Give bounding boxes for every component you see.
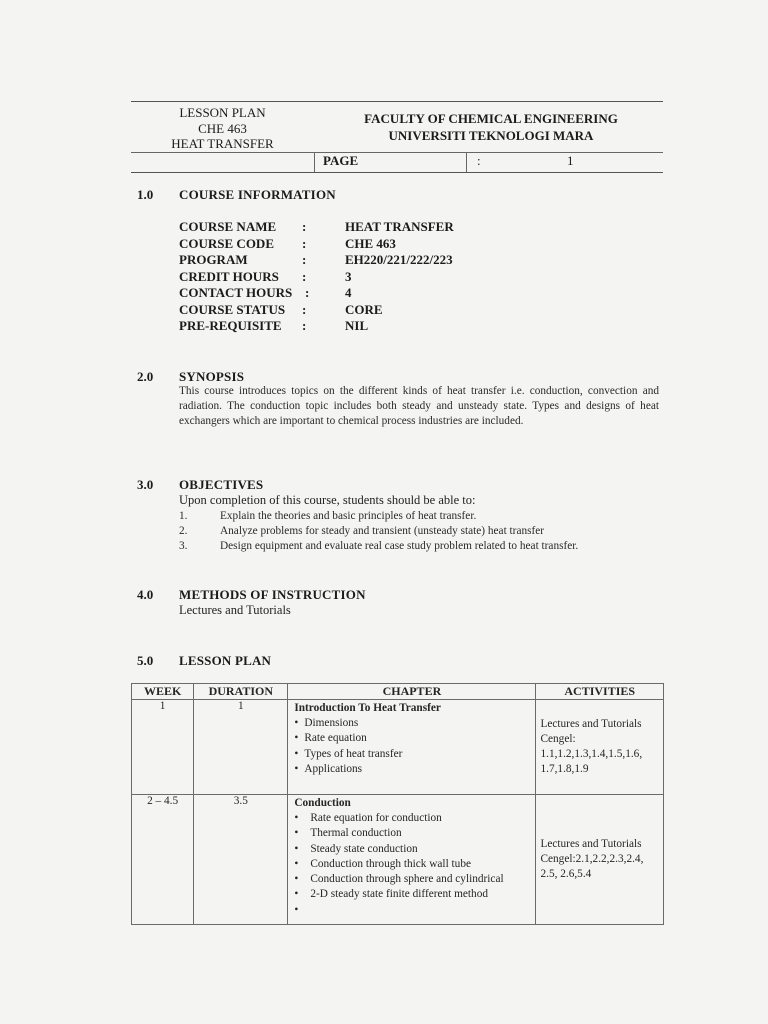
info-label: COURSE NAME [179,219,277,234]
week-cell: 2 – 4.5 [132,795,194,925]
info-colon: : [302,252,307,267]
objective-text: Analyze problems for steady and transient (unsteady state) heat transfer [220,525,545,537]
activity-line: Lectures and Tutorials [540,718,642,730]
info-value: EH220/221/222/223 [345,252,453,267]
header-faculty-block [321,110,661,144]
list-item: • Types of heat transfer [294,747,531,762]
section-number: 3.0 [137,477,154,492]
activities-cell [536,795,664,925]
info-label: COURSE STATUS [179,301,286,317]
header-left-line: HEAT TRANSFER [171,136,274,151]
header-left-line: CHE 463 [198,120,247,136]
info-value: NIL [345,318,369,333]
info-label: CREDIT HOURS [179,268,279,284]
duration-cell: 3.5 [194,795,288,925]
section-number: 2.0 [137,369,154,384]
list-item: • Rate equation for conduction [294,811,531,826]
info-label: PROGRAM [179,252,248,267]
header-left-line: LESSON PLAN [179,105,266,120]
info-colon: : [302,301,307,317]
column-header-duration: DURATION [194,684,288,700]
info-colon: : [302,235,307,251]
week-cell: 1 [132,700,194,795]
lesson-plan-table [131,683,664,925]
info-colon: : [302,219,307,234]
chapter-topic-list [294,716,531,777]
objective-number: 1. [179,510,188,522]
duration-cell: 1 [194,700,288,795]
activity-line: Cengel:2.1,2.2,2.3,2.4, [540,853,644,865]
column-header-week: WEEK [132,684,194,700]
document-header [131,101,663,173]
info-label: COURSE CODE [179,235,274,251]
activity-line: Lectures and Tutorials [540,838,642,850]
section-title: SYNOPSIS [179,369,245,384]
activities-cell [536,700,664,795]
list-item: • Conduction through thick wall tube [294,857,531,872]
info-value: 3 [345,268,352,284]
list-item: • 2-D steady state finite different method [294,887,531,902]
methods-text: Lectures and Tutorials [179,603,291,617]
chapter-title: Conduction [294,797,351,809]
column-header-chapter: CHAPTER [288,684,536,700]
synopsis-text: This course introduces topics on the different kinds of heat transfer i.e. conduction, convection and radiation. The conduction topic includes both steady and unsteady state. Types and designs of heat exchangers which are important to chemical process industries are included. [179,385,659,428]
list-item: • Conduction through sphere and cylindrical [294,872,531,887]
list-item: • Dimensions [294,716,531,731]
section-title: OBJECTIVES [179,477,264,492]
chapter-title: Introduction To Heat Transfer [294,702,441,714]
list-item [294,903,531,918]
info-value: 4 [345,285,352,300]
objective-number: 3. [179,540,188,552]
table-row [132,700,664,795]
info-value: HEAT TRANSFER [345,219,454,234]
list-item: • Applications [294,762,531,777]
header-cell-divider [466,152,467,172]
table-row [132,795,664,925]
list-item: • Thermal conduction [294,826,531,841]
column-header-activities: ACTIVITIES [536,684,664,700]
activity-line: Cengel: [540,733,576,745]
header-course-block [131,102,314,155]
header-divider [131,152,663,153]
chapter-topic-list [294,811,531,918]
objectives-intro: Upon completion of this course, students should be able to: [179,493,476,507]
activity-line: 2.5, 2.6,5.4 [540,868,592,880]
header-university-line: UNIVERSITI TEKNOLOGI MARA [388,128,594,143]
chapter-cell [288,795,536,925]
objective-number: 2. [179,525,188,537]
info-label: CONTACT HOURS [179,285,293,300]
table-header-row [132,684,664,700]
section-number: 1.0 [137,187,154,202]
page-label: PAGE [323,153,359,168]
info-colon: : [305,285,310,300]
info-colon: : [302,268,307,284]
info-colon: : [302,318,307,333]
section-number: 4.0 [137,587,154,602]
info-label: PRE-REQUISITE [179,318,282,333]
objective-text: Explain the theories and basic principles of heat transfer. [220,510,477,522]
activity-line: 1.1,1.2,1.3,1.4,1.5,1.6, [540,748,643,760]
objective-text: Design equipment and evaluate real case study problem related to heat transfer. [220,540,579,552]
section-number: 5.0 [137,653,154,668]
section-title: METHODS OF INSTRUCTION [179,587,366,602]
section-title: COURSE INFORMATION [179,187,336,202]
info-value: CHE 463 [345,235,396,251]
header-cell-divider [314,152,315,172]
list-item: • Steady state conduction [294,842,531,857]
chapter-cell [288,700,536,795]
info-value: CORE [345,301,383,317]
activity-line: 1.7,1.8,1.9 [540,763,589,775]
header-faculty-line: FACULTY OF CHEMICAL ENGINEERING [364,111,618,126]
section-title: LESSON PLAN [179,653,272,668]
page-number: 1 [567,153,574,168]
page-colon: : [477,153,481,168]
list-item: • Rate equation [294,731,531,746]
